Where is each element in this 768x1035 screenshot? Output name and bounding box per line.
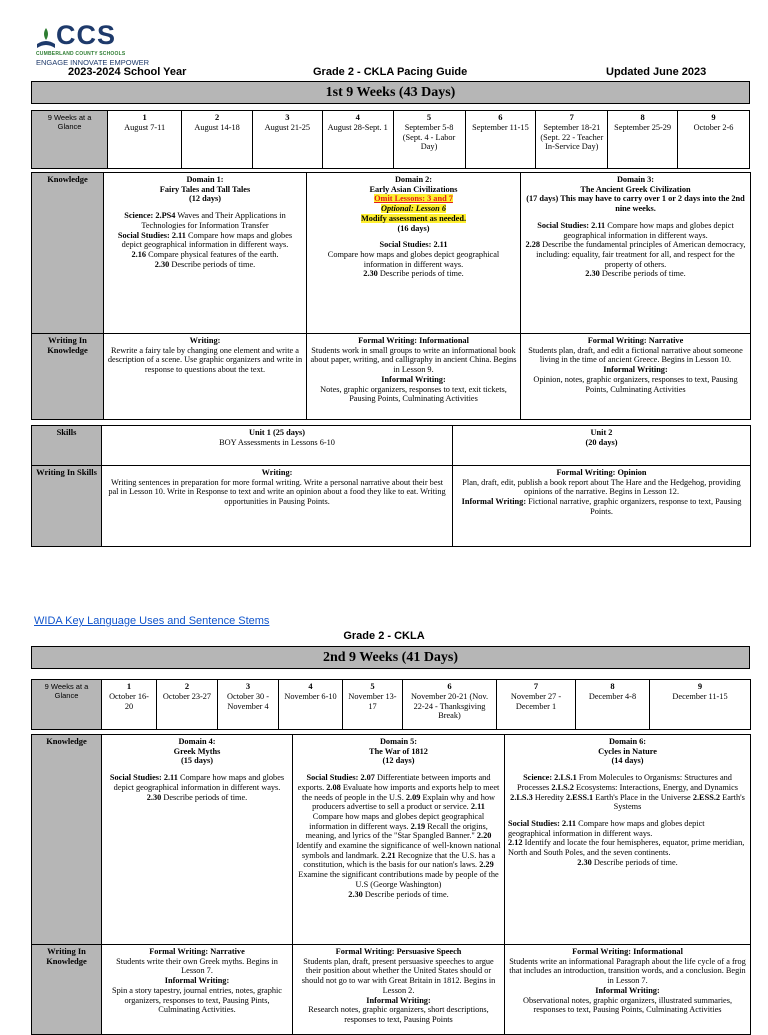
modify-note: Modify assessment as needed. <box>360 213 467 223</box>
writing-in-knowledge-label: Writing In Knowledge <box>32 945 102 1035</box>
week-cell: 8 December 4-8 <box>576 680 650 730</box>
week-cell: 1 October 16-20 <box>102 680 157 730</box>
logo-word: CCS <box>56 20 117 50</box>
domain-4-cell: Domain 4: Greek Myths (15 days) Social Studies: 2.11 Compare how maps and globes depict geographical information in different ways. 2.30 Describe periods of time. <box>102 735 293 945</box>
week-cell: 6 November 20-21 (Nov. 22-24 - Thanksgiving Break) <box>403 680 497 730</box>
q2-banner: 2nd 9 Weeks (41 Days) <box>31 646 750 669</box>
domain-2-cell: Domain 2: Early Asian Civilizations Omit Lessons: 3 and 7 Optional: Lesson 6 Modify assessment as needed. (16 days) Social Studies: 2.11 Compare how maps and globes depict geographical information in different ways. 2.30 Describe periods of time. <box>307 173 521 334</box>
writing-2-cell: Formal Writing: Informational Students work in small groups to write an informational book about paper, writing, and calligraphy in ancient China. Begins in Lesson 9. Informal Writing: Notes, graphic organizers, responses to text, exit tickets, Pausing Points, Culminating Activities <box>307 334 521 420</box>
week-cell: 6 September 11-15 <box>465 111 536 169</box>
knowledge-label: Knowledge <box>32 173 104 334</box>
unit-1-cell: Unit 1 (25 days) BOY Assessments in Lessons 6-10 <box>102 426 453 466</box>
logo-tagline: ENGAGE INNOVATE EMPOWER <box>36 58 150 67</box>
q2-knowledge-table <box>31 734 751 1035</box>
writing-in-knowledge-label: Writing In Knowledge <box>32 334 104 420</box>
section-title: Grade 2 - CKLA <box>343 630 425 642</box>
q1-glance-table <box>31 110 750 169</box>
knowledge-label: Knowledge <box>32 735 102 945</box>
week-cell: 3 October 30 - November 4 <box>218 680 279 730</box>
week-cell: 1 August 7-11 <box>108 111 182 169</box>
domain-3-cell: Domain 3: The Ancient Greek Civilization (17 days) This may have to carry over 1 or 2 days into the 2nd nine weeks. Social Studies: 2.11 Compare how maps and globes depict geographical information in different ways. 2.28 Describe the fundamental principles of American democracy, including: equality, fair treatment for all, and respect for the property of others. 2.30 Describe periods of time. <box>521 173 751 334</box>
school-year: 2023-2024 School Year <box>68 66 187 78</box>
skills-writing-1-cell: Writing: Writing sentences in preparation for more formal writing. Write a personal narrative about their best pal in Lesson 10. Write in Response to text and write an opinion about a food they like to eat. Writing opportunities in Pausing Points. <box>102 466 453 547</box>
writing-4-cell: Formal Writing: Narrative Students write their own Greek myths. Begins in Lesson 7. Informal Writing: Spin a story tapestry, journal entries, notes, graphic organizers, responses to text, Pausing Pints, Culminating Activities. <box>102 945 293 1035</box>
week-cell: 8 September 25-29 <box>608 111 678 169</box>
writing-1-cell: Writing: Rewrite a fairy tale by changing one element and write a description of a scene. Use graphic organizers and write in response to questions about the text. <box>104 334 307 420</box>
unit-2-cell: Unit 2 (20 days) <box>453 426 751 466</box>
domain-5-cell: Domain 5: The War of 1812 (12 days) Social Studies: 2.07 Differentiate between imports and exports. 2.08 Evaluate how imports and exports help to meet the needs of people in the U.S. 2.09 Explain why and how producers advertise to sell a product or service. 2.11 Compare how maps and globes depict geographical information in different ways. 2.19 Recall the origins, meaning, and lyrics of the "Star Spangled Banner." 2.20 Identify and examine the significance of well-known national symbols and landmark. 2.21 Recognize that the U.S. has a constitution, which is the basis for our nation's laws. 2.29 Examine the significant contributions made by people of the U.S (George Washington) 2.30 Describe periods of time. <box>293 735 505 945</box>
writing-3-cell: Formal Writing: Narrative Students plan, draft, and edit a fictional narrative about someone living in the time of ancient Greece. Begins in Lesson 10. Informal Writing: Opinion, notes, graphic organizers, responses to text, Pausing Points, Culminating Activities <box>521 334 751 420</box>
glance-label: 9 Weeks at a Glance <box>32 680 102 730</box>
book-lamp-icon <box>34 24 58 50</box>
q1-knowledge-table <box>31 172 751 420</box>
writing-in-skills-label: Writing In Skills <box>32 466 102 547</box>
omit-lessons: Omit Lessons: 3 and 7 <box>374 194 453 204</box>
q1-banner: 1st 9 Weeks (43 Days) <box>31 81 750 104</box>
wida-link[interactable]: WIDA Key Language Uses and Sentence Stems <box>34 615 270 627</box>
writing-6-cell: Formal Writing: Informational Students write an informational Paragraph about the life cycle of a frog that includes an introduction, transition words, and a conclusion. Begin in Lesson 7. Informal Writing: Observational notes, graphic organizers, illustrated summaries, responses to text, Pausing Points, Culminating Activities <box>505 945 751 1035</box>
skills-writing-2-cell: Formal Writing: Opinion Plan, draft, edit, publish a book report about The Hare and the Hedgehog, providing opinions of the narrative. Begins in Lesson 12. Informal Writing: Fictional narrative, graphic organizers, response to text, Pausing Points. <box>453 466 751 547</box>
domain-1-cell: Domain 1: Fairy Tales and Tall Tales (12 days) Science: 2.PS4 Waves and Their Applications in Technologies for Information Transfer Social Studies: 2.11 Compare how maps and globes depict geographical information in different ways. 2.16 Compare physical features of the earth. 2.30 Describe periods of time. <box>104 173 307 334</box>
week-cell: 9 December 11-15 <box>650 680 751 730</box>
week-cell: 5 November 13-17 <box>343 680 403 730</box>
week-cell: 5 September 5-8 (Sept. 4 - Labor Day) <box>393 111 465 169</box>
glance-label: 9 Weeks at a Glance <box>32 111 108 169</box>
week-cell: 9 October 2-6 <box>678 111 750 169</box>
week-cell: 7 September 18-21 (Sept. 22 - Teacher In-Service Day) <box>536 111 608 169</box>
q2-glance-table <box>31 679 751 730</box>
week-cell: 3 August 21-25 <box>252 111 322 169</box>
logo-subtitle: CUMBERLAND COUNTY SCHOOLS <box>36 51 126 57</box>
week-cell: 2 August 14-18 <box>182 111 253 169</box>
ccs-logo <box>34 20 150 68</box>
writing-5-cell: Formal Writing: Persuasive Speech Students plan, draft, present persuasive speeches to argue their position about whether the United States should or should not go to war with Great Britain in 1812. Begins in Lesson 2. Informal Writing: Research notes, graphic organizers, short descriptions, responses to text, Pausing Points <box>293 945 505 1035</box>
page-title: Grade 2 - CKLA Pacing Guide <box>313 66 468 78</box>
week-cell: 2 October 23-27 <box>157 680 218 730</box>
updated-date: Updated June 2023 <box>606 66 707 78</box>
q1-skills-table <box>31 425 751 547</box>
week-cell: 4 November 6-10 <box>279 680 343 730</box>
skills-label: Skills <box>32 426 102 466</box>
week-cell: 7 November 27 - December 1 <box>497 680 576 730</box>
week-cell: 4 August 28-Sept. 1 <box>322 111 393 169</box>
domain-6-cell: Domain 6: Cycles in Nature (14 days) Science: 2.LS.1 From Molecules to Organisms: Structures and Processes 2.LS.2 Ecosystems: Interactions, Energy, and Dynamics 2.LS.3 Heredity 2.ESS.1 Earth's Place in the Universe 2.ESS.2 Earth's Systems Social Studies: 2.11 Compare how maps and globes depict geographical information in different ways. 2.12 Identify and locate the four hemispheres, equator, prime meridian, North and South Poles, and the seven continents. 2.30 Describe periods of time. <box>505 735 751 945</box>
